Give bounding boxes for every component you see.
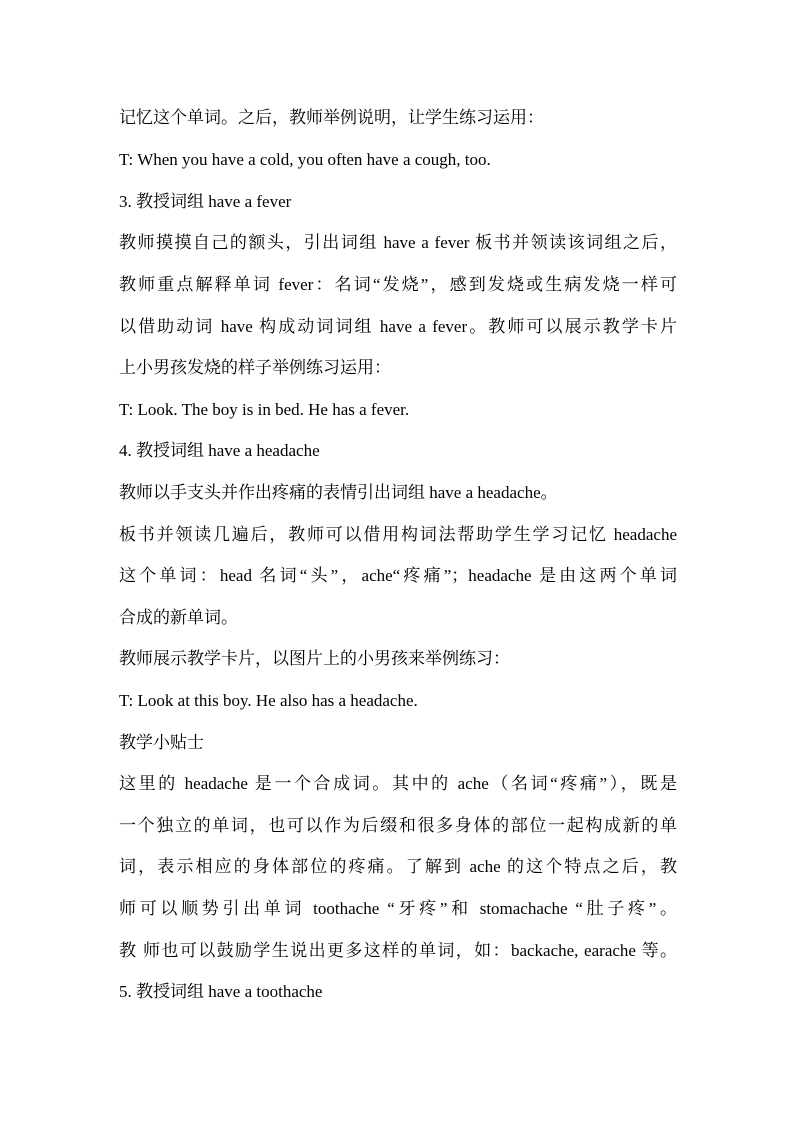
text-line: 板书并领读几遍后，教师可以借用构词法帮助学生学习记忆 headache bbox=[119, 525, 677, 544]
text-line: 合成的新单词。 bbox=[119, 608, 238, 627]
text-line: 这里的 headache 是一个合成词。其中的 ache（名词“疼痛”），既是 bbox=[119, 774, 677, 793]
text-line: 这个单词：head 名词“头”，ache“疼痛”；headache 是由这两个单词 bbox=[119, 566, 677, 585]
text-line: 词，表示相应的身体部位的疼痛。了解到 ache 的这个特点之后，教 bbox=[119, 857, 677, 876]
section-heading: 5. 教授词组 have a toothache bbox=[119, 982, 323, 1001]
section-heading: 3. 教授词组 have a fever bbox=[119, 192, 292, 211]
text-line: 教师以手支头并作出疼痛的表情引出词组 have a headache。 bbox=[119, 483, 558, 502]
text-line: 上小男孩发烧的样子举例练习运用： bbox=[119, 358, 391, 377]
dialogue-line: T: When you have a cold, you often have a cough, too. bbox=[119, 150, 491, 169]
text-line: 师可以顺势引出单词 toothache “牙疼”和 stomachache “肚子疼”。 bbox=[119, 899, 677, 918]
tips-heading: 教学小贴士 bbox=[119, 733, 204, 752]
text-line: 教师展示教学卡片，以图片上的小男孩来举例练习： bbox=[119, 649, 510, 668]
text-line: 记忆这个单词。之后，教师举例说明，让学生练习运用： bbox=[119, 108, 544, 127]
text-line: 教师重点解释单词 fever：名词“发烧”，感到发烧或生病发烧一样可 bbox=[119, 275, 677, 294]
text-line: 一个独立的单词，也可以作为后缀和很多身体的部位一起构成新的单 bbox=[119, 816, 677, 835]
text-line: 以借助动词 have 构成动词词组 have a fever。教师可以展示教学卡片 bbox=[119, 317, 677, 336]
text-line: 教 师也可以鼓励学生说出更多这样的单词，如：backache, earache 等。 bbox=[119, 941, 677, 960]
text-line: 教师摸摸自己的额头，引出词组 have a fever 板书并领读该词组之后， bbox=[119, 233, 677, 252]
section-heading: 4. 教授词组 have a headache bbox=[119, 441, 320, 460]
dialogue-line: T: Look. The boy is in bed. He has a fever. bbox=[119, 400, 410, 419]
dialogue-line: T: Look at this boy. He also has a headache. bbox=[119, 691, 418, 710]
